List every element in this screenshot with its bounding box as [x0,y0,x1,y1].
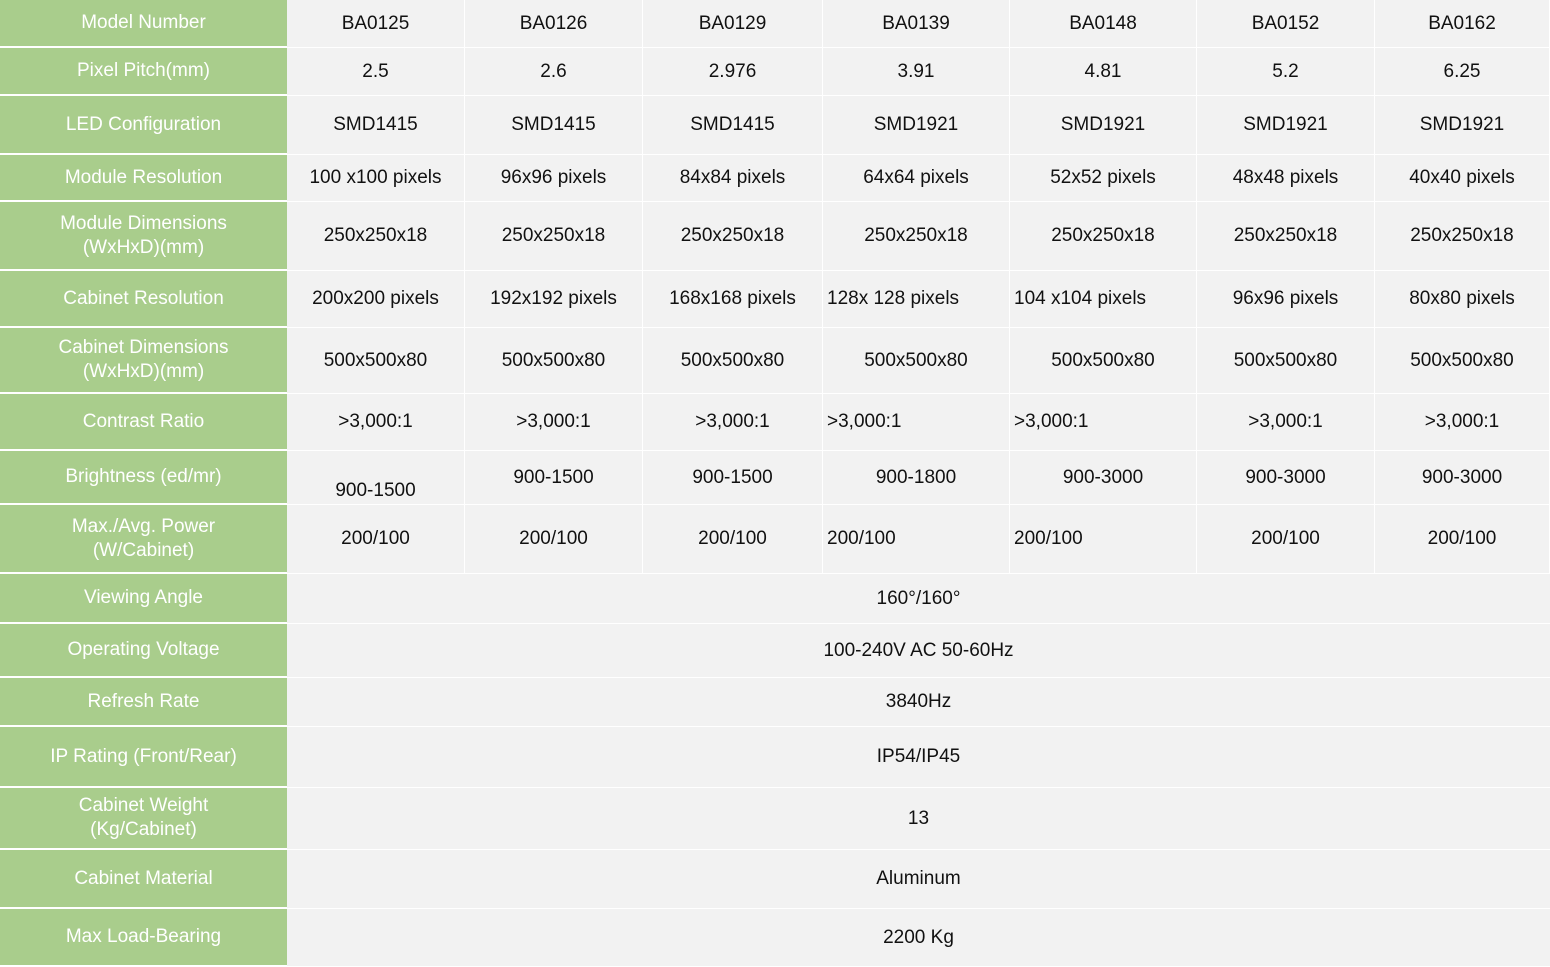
table-cell: >3,000:1 [643,394,823,451]
table-cell: 500x500x80 [287,328,465,394]
table-cell: 3.91 [823,48,1010,96]
row-label: Module Resolution [0,155,287,202]
table-cell: 250x250x18 [1375,202,1550,271]
table-cell: 250x250x18 [465,202,643,271]
table-cell: SMD1415 [287,96,465,155]
table-cell: 64x64 pixels [823,155,1010,202]
table-cell: >3,000:1 [1375,394,1550,451]
row-label: Module Dimensions (WxHxD)(mm) [0,202,287,271]
row-label: Viewing Angle [0,574,287,624]
row-label: Max./Avg. Power (W/Cabinet) [0,505,287,574]
table-cell: 128x 128 pixels [823,271,1010,328]
table-cell: 200/100 [1375,505,1550,574]
table-cell: BA0125 [287,0,465,48]
table-cell: SMD1921 [1375,96,1550,155]
table-cell: 500x500x80 [1197,328,1375,394]
table-cell: 2.5 [287,48,465,96]
table-cell: 52x52 pixels [1010,155,1197,202]
table-cell: 500x500x80 [1375,328,1550,394]
row-label: Model Number [0,0,287,48]
table-cell: BA0126 [465,0,643,48]
table-cell: >3,000:1 [465,394,643,451]
table-cell: 168x168 pixels [643,271,823,328]
row-label: Operating Voltage [0,624,287,678]
table-cell: 900-1500 [643,451,823,505]
table-cell: 100 x100 pixels [287,155,465,202]
table-cell: 900-3000 [1375,451,1550,505]
table-cell: SMD1415 [465,96,643,155]
row-label: Pixel Pitch(mm) [0,48,287,96]
table-cell: SMD1921 [1010,96,1197,155]
table-cell: 200/100 [1197,505,1375,574]
table-cell: 48x48 pixels [1197,155,1375,202]
table-cell: 250x250x18 [287,202,465,271]
table-cell: 200x200 pixels [287,271,465,328]
table-cell: >3,000:1 [1010,394,1197,451]
row-label: Brightness (ed/mr) [0,451,287,505]
table-cell: SMD1921 [1197,96,1375,155]
merged-cell: 2200 Kg [287,909,1550,967]
table-cell: 250x250x18 [1010,202,1197,271]
table-cell: 6.25 [1375,48,1550,96]
table-cell: BA0152 [1197,0,1375,48]
table-cell: 900-1500 [465,451,643,505]
table-cell: 900-1500 [287,451,465,505]
table-cell: 200/100 [1010,505,1197,574]
row-label: Cabinet Weight (Kg/Cabinet) [0,788,287,850]
table-cell: 500x500x80 [823,328,1010,394]
row-label: Cabinet Resolution [0,271,287,328]
table-cell: 5.2 [1197,48,1375,96]
merged-cell: 160°/160° [287,574,1550,624]
table-cell: 250x250x18 [823,202,1010,271]
row-label: Refresh Rate [0,678,287,727]
table-cell: 96x96 pixels [1197,271,1375,328]
row-label: IP Rating (Front/Rear) [0,727,287,788]
row-label: Max Load-Bearing [0,909,287,967]
table-cell: SMD1921 [823,96,1010,155]
table-cell: 2.976 [643,48,823,96]
row-label: Cabinet Dimensions (WxHxD)(mm) [0,328,287,394]
table-cell: BA0139 [823,0,1010,48]
merged-cell: IP54/IP45 [287,727,1550,788]
table-cell: 500x500x80 [643,328,823,394]
merged-cell: 3840Hz [287,678,1550,727]
table-cell: 80x80 pixels [1375,271,1550,328]
table-cell: 104 x104 pixels [1010,271,1197,328]
table-cell: 200/100 [823,505,1010,574]
table-cell: >3,000:1 [1197,394,1375,451]
table-cell: SMD1415 [643,96,823,155]
table-cell: BA0129 [643,0,823,48]
table-cell: 200/100 [465,505,643,574]
table-cell: 40x40 pixels [1375,155,1550,202]
table-cell: 500x500x80 [1010,328,1197,394]
table-cell: 900-3000 [1197,451,1375,505]
table-cell: >3,000:1 [287,394,465,451]
table-cell: 4.81 [1010,48,1197,96]
table-cell: BA0148 [1010,0,1197,48]
merged-cell: 13 [287,788,1550,850]
table-cell: BA0162 [1375,0,1550,48]
table-cell: 900-3000 [1010,451,1197,505]
table-cell: 250x250x18 [643,202,823,271]
table-cell: 84x84 pixels [643,155,823,202]
merged-cell: Aluminum [287,850,1550,909]
table-cell: 96x96 pixels [465,155,643,202]
table-cell: 500x500x80 [465,328,643,394]
table-cell: 900-1800 [823,451,1010,505]
table-cell: 192x192 pixels [465,271,643,328]
table-cell: 200/100 [287,505,465,574]
merged-cell: 100-240V AC 50-60Hz [287,624,1550,678]
table-cell: 2.6 [465,48,643,96]
row-label: Cabinet Material [0,850,287,909]
row-label: Contrast Ratio [0,394,287,451]
table-cell: 250x250x18 [1197,202,1375,271]
table-cell: >3,000:1 [823,394,1010,451]
row-label: LED Configuration [0,96,287,155]
table-cell: 200/100 [643,505,823,574]
